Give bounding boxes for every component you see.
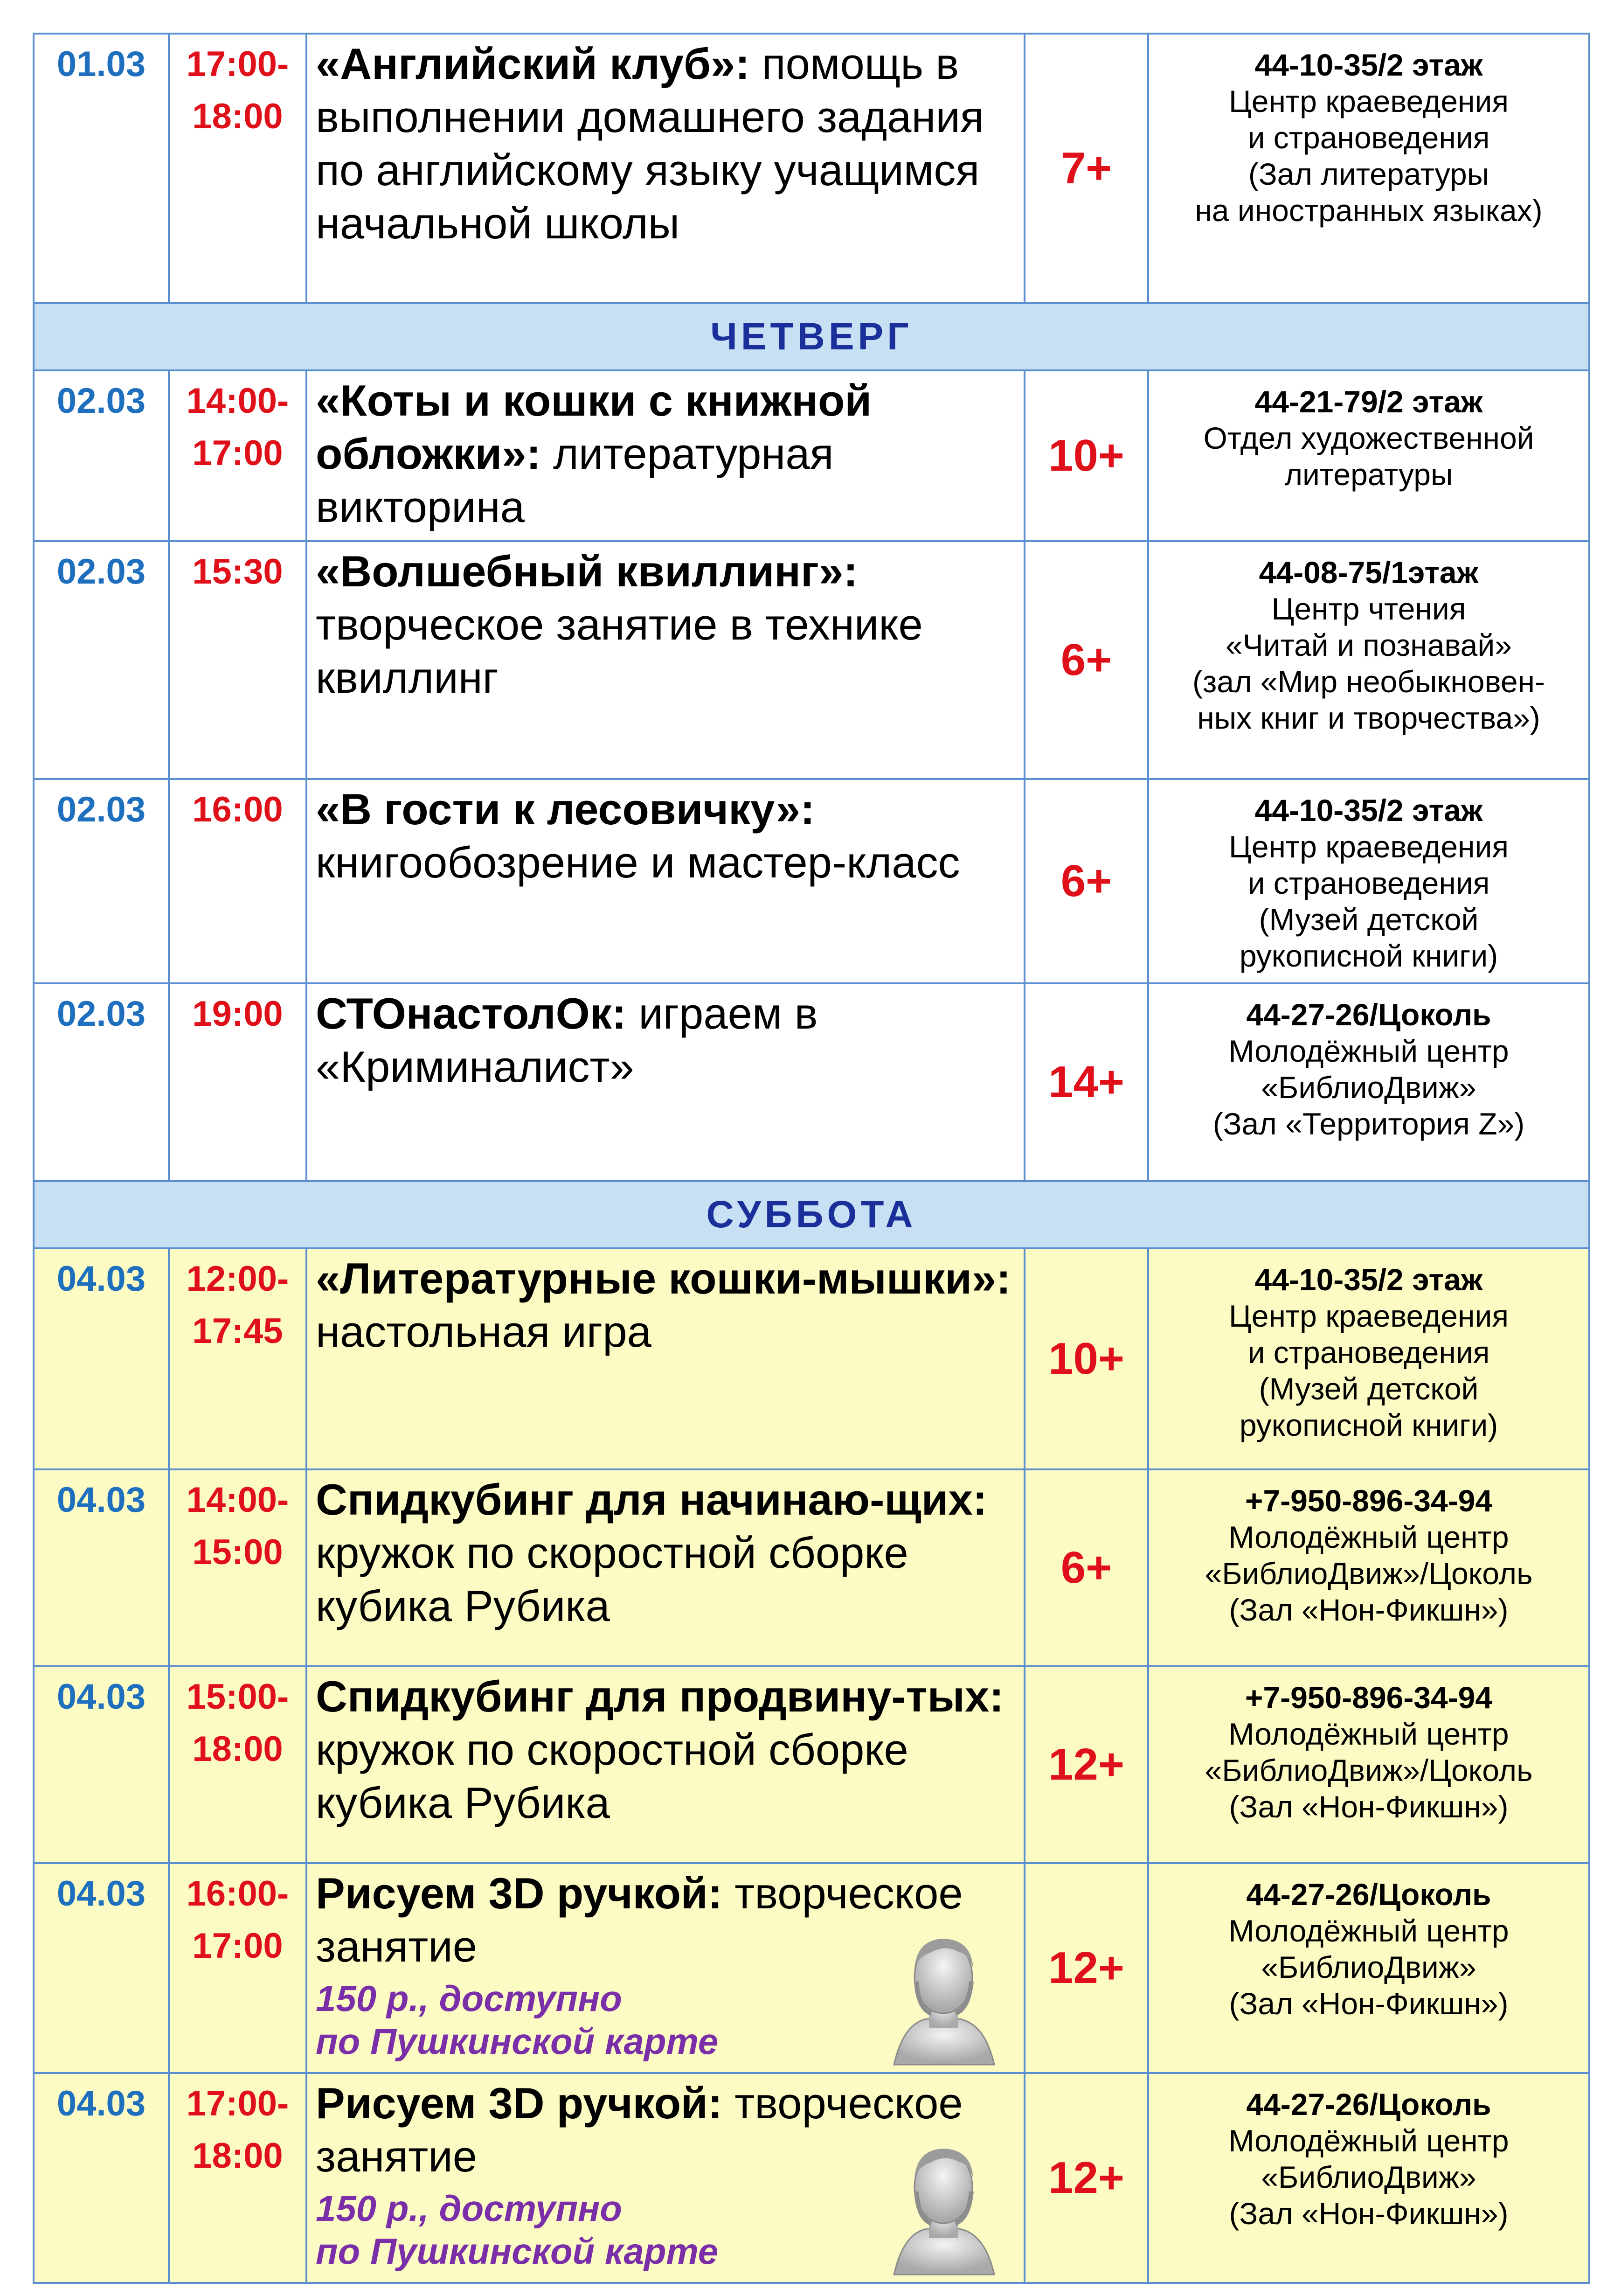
day-header: ЧЕТВЕРГ [34,303,1589,370]
age-rating: 6+ [1025,1469,1148,1666]
event-location-line: «БиблиоДвиж» [1261,1070,1476,1105]
event-phone: +7-950-896-34-94 [1245,1680,1493,1715]
event-description: творческое занятие в технике квиллинг [316,600,923,702]
event-row [34,541,1589,779]
event-location-line: (Музей детской [1259,902,1479,937]
event-time [169,983,306,1181]
age-rating: 12+ [1025,2073,1148,2283]
event-description: литературная викторина [316,429,834,531]
event-location-line: «Читай и познавай» [1226,628,1512,662]
event-location-line: «БиблиоДвиж» [1261,2160,1476,2194]
event-location-line: (Зал «Нон-Фикшн») [1229,1789,1509,1824]
event-title-cell [306,1863,1025,2073]
event-location-line: Молодёжный центр [1228,1913,1509,1948]
event-time-line: 15:30 [192,552,283,591]
event-location-line: Молодёжный центр [1228,2123,1509,2158]
event-time [169,370,306,541]
event-time-line: 18:00 [192,97,283,136]
event-time-line: 14:00- [186,1480,289,1520]
event-phone: 44-10-35/2 этаж [1254,1262,1483,1297]
age-rating: 14+ [1025,983,1148,1181]
schedule-body [34,34,1589,2283]
event-title-cell [306,1469,1025,1666]
event-location [1148,1469,1589,1666]
event-location-line: «БиблиоДвиж»/Цоколь [1205,1753,1533,1788]
day-header: СУББОТА [34,1181,1589,1248]
event-description: настольная игра [316,1307,651,1356]
event-title-cell [306,2073,1025,2283]
event-time-line: 17:00- [186,2084,289,2123]
day-header-row [34,1181,1589,1248]
event-location-line: (Зал литературы [1248,157,1489,191]
event-row [34,983,1589,1181]
event-location-line: (Зал «Территория Z») [1212,1106,1525,1141]
event-time-line: 16:00 [192,790,283,829]
event-price: 150 р., доступно [316,2188,622,2229]
event-time-line: 15:00 [192,1532,283,1572]
event-date: 04.03 [34,1248,169,1469]
event-price: по Пушкинской карте [316,2021,719,2062]
event-time-line: 17:00 [192,433,283,473]
event-title-cell [306,370,1025,541]
event-title-cell [306,1248,1025,1469]
event-time-line: 12:00- [186,1259,289,1299]
event-time [169,1863,306,2073]
event-time-line: 15:00- [186,1677,289,1717]
day-header-row [34,303,1589,370]
event-time [169,1248,306,1469]
event-title-cell [306,34,1025,303]
event-phone: 44-27-26/Цоколь [1246,997,1491,1032]
age-rating: 10+ [1025,1248,1148,1469]
event-location-line: Молодёжный центр [1228,1034,1509,1068]
event-phone: 44-08-75/1этаж [1259,555,1479,590]
event-location-line: Отдел художественной [1203,421,1534,455]
event-location [1148,1666,1589,1863]
event-location-line: литературы [1284,457,1453,492]
event-date: 02.03 [34,779,169,983]
event-description: помощь в выполнении домашнего задания по английскому языку учащимся начальной школы [316,39,984,248]
event-location-line: «БиблиоДвиж» [1261,1950,1476,1984]
age-rating: 7+ [1025,34,1148,303]
event-title-cell [306,779,1025,983]
event-title: Рисуем 3D ручкой: [316,2079,723,2128]
event-time [169,541,306,779]
pushkin-bust-icon [875,2136,1011,2275]
age-rating: 6+ [1025,779,1148,983]
event-description: кружок по скоростной сборке кубика Рубика [316,1725,908,1827]
event-location [1148,34,1589,303]
event-location [1148,541,1589,779]
pushkin-bust-icon [875,1926,1011,2066]
event-date: 02.03 [34,983,169,1181]
event-location-line: рукописной книги) [1239,939,1498,973]
event-location-line: и страноведения [1247,1335,1490,1370]
event-location-line: на иностранных языках) [1195,193,1543,228]
event-phone: 44-27-26/Цоколь [1246,2087,1491,2122]
event-row [34,1863,1589,2073]
event-row [34,2073,1589,2283]
event-title: Рисуем 3D ручкой: [316,1869,723,1918]
event-location-line: (Зал «Нон-Фикшн») [1229,1593,1509,1627]
event-date: 04.03 [34,1863,169,2073]
event-time [169,34,306,303]
event-description: кружок по скоростной сборке кубика Рубика [316,1528,908,1630]
event-date: 04.03 [34,1666,169,1863]
event-description: книгообозрение и мастер-класс [316,838,960,887]
event-time-line: 19:00 [192,994,283,1034]
event-description: творческое занятие [316,2079,963,2181]
event-row [34,1666,1589,1863]
event-time-line: 16:00- [186,1874,289,1913]
event-time [169,1666,306,1863]
event-time [169,779,306,983]
event-location [1148,779,1589,983]
schedule-sheet [33,33,1588,2284]
event-location [1148,2073,1589,2283]
event-time-line: 17:00 [192,1926,283,1966]
event-date: 04.03 [34,1469,169,1666]
event-location [1148,983,1589,1181]
event-description: творческое занятие [316,1869,963,1971]
event-row [34,34,1589,303]
event-title: Спидкубинг для начинаю-щих: [316,1475,988,1524]
event-location-line: рукописной книги) [1239,1408,1498,1442]
event-row [34,1469,1589,1666]
event-time-line: 18:00 [192,1729,283,1769]
event-location [1148,1863,1589,2073]
event-price: по Пушкинской карте [316,2231,719,2272]
event-time-line: 14:00- [186,381,289,421]
event-phone: 44-21-79/2 этаж [1254,384,1483,419]
event-location-line: (Музей детской [1259,1371,1479,1406]
event-location-line: Центр краеведения [1228,1299,1509,1333]
event-location-line: Центр краеведения [1228,829,1509,864]
event-title-cell [306,541,1025,779]
event-time-line: 17:45 [192,1311,283,1351]
event-location-line: Центр краеведения [1228,84,1509,118]
event-title: Спидкубинг для продвину-тых: [316,1672,1004,1721]
event-title: «Волшебный квиллинг»: [316,547,858,596]
event-time-line: 17:00- [186,44,289,84]
event-location-line: Центр чтения [1271,591,1466,626]
event-location-line: (Зал «Нон-Фикшн») [1229,1986,1509,2021]
event-location [1148,1248,1589,1469]
event-title: «Английский клуб»: [316,39,750,88]
event-phone: 44-10-35/2 этаж [1254,48,1483,82]
event-date: 01.03 [34,34,169,303]
event-title: «В гости к лесовичку»: [316,785,815,834]
event-location-line: «БиблиоДвиж»/Цоколь [1205,1556,1533,1591]
event-title-cell [306,1666,1025,1863]
event-price: 150 р., доступно [316,1978,622,2019]
age-rating: 12+ [1025,1863,1148,2073]
event-title-cell [306,983,1025,1181]
event-location-line: и страноведения [1247,120,1490,155]
event-date: 04.03 [34,2073,169,2283]
event-location-line: Молодёжный центр [1228,1717,1509,1751]
event-location-line: (зал «Мир необыкновен- [1192,664,1545,699]
event-time [169,2073,306,2283]
event-time [169,1469,306,1666]
age-rating: 6+ [1025,541,1148,779]
event-title: «Литературные кошки-мышки»: [316,1254,1011,1303]
event-date: 02.03 [34,541,169,779]
event-time-line: 18:00 [192,2136,283,2176]
event-location-line: и страноведения [1247,866,1490,900]
event-title: СТОнастолОк: [316,989,627,1038]
event-location-line: (Зал «Нон-Фикшн») [1229,2196,1509,2231]
age-rating: 10+ [1025,370,1148,541]
event-phone: 44-27-26/Цоколь [1246,1877,1491,1912]
age-rating: 12+ [1025,1666,1148,1863]
event-title: «Коты и кошки с книжной обложки»: [316,376,872,478]
event-description: играем в «Криминалист» [316,989,818,1091]
event-row [34,1248,1589,1469]
event-phone: 44-10-35/2 этаж [1254,793,1483,828]
event-row [34,370,1589,541]
event-date: 02.03 [34,370,169,541]
event-location-line: ных книг и творчества») [1197,701,1540,735]
event-phone: +7-950-896-34-94 [1245,1483,1493,1518]
event-location [1148,370,1589,541]
schedule-table [33,33,1590,2284]
event-row [34,779,1589,983]
event-location-line: Молодёжный центр [1228,1520,1509,1554]
